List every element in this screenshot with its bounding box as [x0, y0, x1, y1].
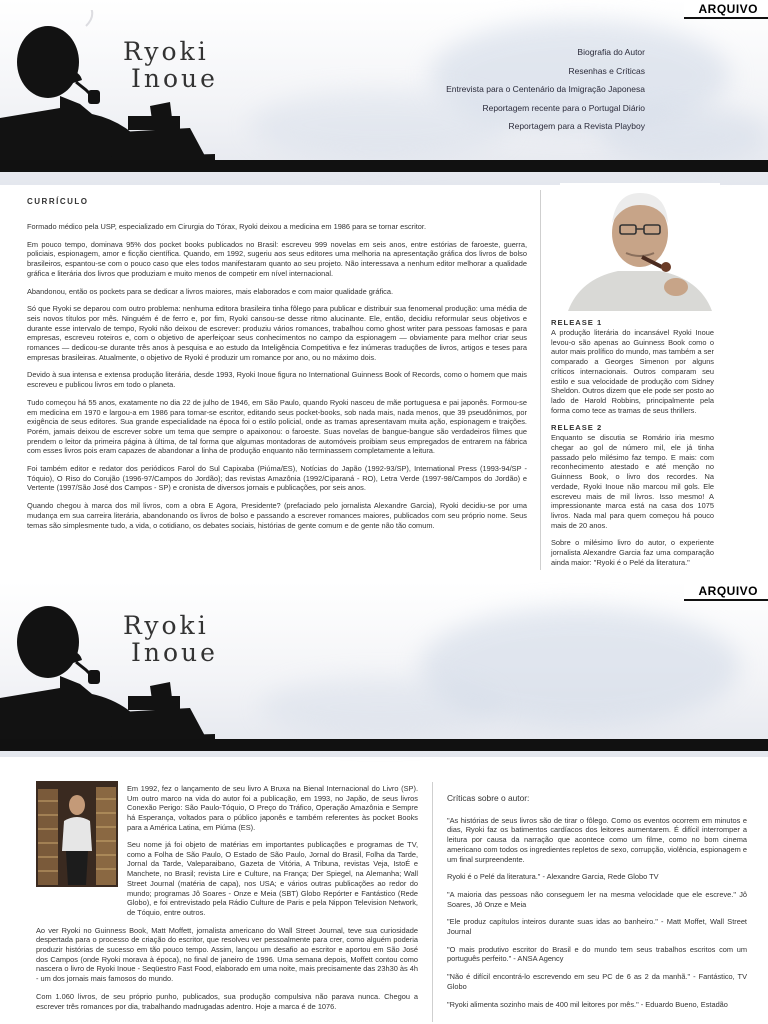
nav-link-biografia[interactable]: Biografia do Autor [577, 47, 645, 57]
release-2-extra-text: Sobre o milésimo livro do autor, o experiente jornalista Alexandre Garcia faz uma comparação ainda maior: "Ryoki é o Pelé da literatura." [551, 538, 714, 567]
brand-name[interactable] [123, 612, 218, 666]
curriculum-paragraph: Foi também editor e redator dos periódicos Farol do Sul Capixaba (Piúma/ES), Notícias do Japão (1992-93/SP), International Press (1993-94/SP - Tóquio), O Riso do Corujão (1996-97/Campos do Jordão); das revistas Amazônia (1992/Ciparaná - RO), Letra Verde (1997-98/Campos do Jordão) e Vertente (1997/São José dos Campos - SP) e cronista de diversos jornais e publicações, por seis anos. [27, 464, 527, 493]
brand-line-1: Ryoki [123, 611, 209, 640]
header-divider-bar [0, 739, 768, 751]
curriculum-paragraph: Formado médico pela USP, especializado em Cirurgia do Tórax, Ryoki deixou a medicina em 1986 para se tornar escritor. [27, 222, 427, 231]
nav-link-entrevista[interactable]: Entrevista para o Centenário da Imigração Japonesa [446, 84, 645, 94]
release-2-text: Enquanto se discutia se Romário iria mesmo chegar ao gol de número mil, ele já tinha passado pelo milésimo faz tempo. E mais: com reconhecimento atestado e até menção no Guinness Book, o livro dos recordes. Na verdade, Ryoki Inoue não marcou mil gols. Ele escreveu mais de mil livros. Isso mesmo! A impressionante marca está na casa dos 1075 livros. Nada mal para quem começou há pouco mais de 20 anos. [551, 433, 714, 530]
curriculum-paragraph: Em pouco tempo, dominava 95% dos pocket books publicados no Brasil: escreveu 999 novelas em seis anos, entre estórias de faroeste, guerra, policiais, espionagem, amor e ficção científica. Quando, em 1992, sugeriu aos seus editores uma melhoria na apresentação gráfica dos livros de bolso brasileiros, espantou-se com o pouco caso que eles todos manifestaram quanto ao seu projeto. Não interessava a nenhum editor melhorar a qualidade gráfica e literária dos livros que produziam e muito menos de competir em nível internacional. [27, 239, 527, 278]
main-navigation [446, 43, 645, 136]
brand-line-2: Inoue [131, 638, 218, 667]
curriculum-paragraph: Tudo começou há 55 anos, exatamente no dia 22 de julho de 1946, em São Paulo, quando Ryoki nasceu de mãe portuguesa e pai japonês. Formou-se em medicina em 1970 e largou-a em 1986 para tornar-se escritor, editando seus pocket-books, sob nada mais, nada menos, que 39 pseudônimos, por exigência de seus editores. Sua grande especialidade na época foi o estilo policial, onde as tramas apresentavam muita ação, espionagem e traições. Porém, jamais deixou de escrever sobre um tema que sempre o apaixonou: o faroeste. Suas novelas de bangue-bangue são verdadeiros filmes que prendem o leitor da primeira página à última, de tal forma que algumas montadoras de automóveis proibiam seus empregados de entrarem na fábrica com esses livros pois eram capazes de abandonar a linha de produção enquanto não terminassem completamente a leitura. [27, 397, 527, 456]
career-paragraph: Ao ver Ryoki no Guinness Book, Matt Moffett, jornalista americano do Wall Street Journal, teve sua curiosidade despertada para o processo de criação do escritor, que resolveu ver pessoalmente para crer, como alguém poderia produzir histórias de sucesso em tão pouco tempo. Assim, lançou um desafio ao escritor e aportou em São José dos Campos (onde Ryoki morava à época), no final de janeiro de 1996. Uma semana depois, Moffett contou como nascera o livro de Ryoki Inoue - Seqüestro Fast Food, elaborado em uma noite, mais precisamente das 23h30 às 4h - um dos jornais mais famosos do mundo. [36, 925, 418, 984]
curriculum-heading: CURRÍCULO [27, 197, 89, 206]
critic-quote: "Ryoki alimenta sozinho mais de 400 mil leitores por mês." - Eduardo Bueno, Estadão [447, 999, 728, 1009]
banner-mist [260, 677, 500, 737]
critic-quote: Ryoki é o Pelé da literatura." - Alexandre Garcia, Rede Globo TV [447, 872, 659, 882]
archive-page-2 [0, 582, 768, 1024]
header-divider-bar [0, 160, 768, 172]
critics-section [447, 794, 747, 1017]
release-1-label: RELEASE 1 [551, 318, 603, 327]
curriculum-section [27, 197, 527, 538]
critic-quote: "Não é difícil encontrá-lo escrevendo em seu PC de 6 as 2 da manhã." - Fantástico, TV Globo [447, 972, 747, 991]
critic-quote: "O mais produtivo escritor do Brasil e do mundo tem seus trabalhos escritos com um português perfeito." - ANSA Agency [447, 944, 747, 964]
nav-link-resenhas[interactable]: Resenhas e Críticas [568, 65, 645, 76]
career-section [127, 784, 418, 841]
critic-quote: "Ele produz capítulos inteiros durante suas idas ao banheiro." - Matt Moffet, Wall Street Journal [447, 917, 747, 937]
critic-quote: "As histórias de seus livros são de tirar o fôlego. Como os eventos ocorrem em minutos e dias, Ryoki faz os batimentos cardíacos dos leitores aumentarem. É difícil interromper a leitura por causa da narração que acontece como um filme, como no bom cinema americano com todos os ingredientes repletos de sexo, corrupção, violência, espionagem e um final surpreendente. [447, 815, 747, 864]
career-paragraph: Seu nome já foi objeto de matérias em importantes publicações e programas de TV, como a Folha de São Paulo, O Estado de São Paulo, Jornal do Brasil, Folha da Tarde, Jornal da Tarde, Valeparaibano, Gazeta de Vitória, A Tribuna, revistas Veja, IstoÉ e Manchete, no Brasil; revista Lire e Culture, na França; Der Spiegel, na Alemanha; Wall Street Journal (matéria de capa), nos USA; e vários outras publicações ao redor do mundo; programas Jô Soares - Onze e Meia (SBT) Globo Repórter e Fantástico (Rede Globo), e foi entrevistado pela Rádio Culture de Paris e pela Nippon Television Network, de Tóquio, entre outros. [127, 840, 418, 917]
brand-line-2: Inoue [131, 64, 218, 93]
archive-tab[interactable]: ARQUIVO [684, 582, 768, 601]
column-divider [540, 190, 541, 570]
critics-heading: Críticas sobre o autor: [447, 793, 530, 803]
brand-line-1: Ryoki [123, 37, 209, 66]
nav-link-reportagem-portugal[interactable]: Reportagem recente para o Portugal Diário [482, 102, 645, 113]
release-2-label: RELEASE 2 [551, 423, 603, 433]
column-divider [432, 782, 433, 1022]
release-1-text: A produção literária do incansável Ryoki Inoue levou-o são apenas ao Guinness Book como o autor mais prolífico do mundo, mas também a ser comparado a Georges Simenon por alguns críticos internacionais. Outros comparam seu estilo e sua velocidade de produção com Sidney Sheldon. Outros dizem que ele pode ser posto ao lado de Harold Robbins, principalmente pela forma como tece as tramas de seus thrillers. [551, 328, 714, 415]
brand-name[interactable] [123, 38, 218, 92]
curriculum-paragraph: Abandonou, então os pockets para se dedicar a livros maiores, mais elaborados e com maior qualidade gráfica. [27, 286, 394, 296]
career-paragraph: Com 1.060 livros, de seu próprio punho, publicados, sua produção compulsiva não parava nunca. Chegou a escrever três romances por dia, trabalhando madrugadas adentro. Hoje a marca é de 1076. [36, 991, 418, 1011]
archive-tab[interactable]: ARQUIVO [684, 0, 768, 19]
curriculum-paragraph: Só que Ryoki se deparou com outro problema: nenhuma editora brasileira tinha fôlego para publicar e distribuir sua fenomenal produção: uma média de seis novos títulos por mês. Ninguém é de ferro e, por fim, Ryoki cansou-se desse ritmo alucinante. Ele, então, decidiu reformular seus objetivos e durante esse intervalo de tempo, Ryoki não deixou de escrever: produziu vários romances, trabalhou como ghost writer para pessoas famosas e para empresas, escreveu roteiros e, com o objetivo de aperfeiçoar seus conhecimentos no campo da espionagem — obviamente para melhor criar seus romances — dedicou-se durante três anos à pesquisa e ao estudo da Inteligência Competitiva e fez inúmeras traduções de livros, artigos e teses para empresas brasileiras. Atualmente, o objetivo de Ryoki é produzir um romance por ano, ou no máximo dois. [27, 304, 527, 362]
career-section-continued [36, 840, 418, 1019]
nav-link-reportagem-playboy[interactable]: Reportagem para a Revista Playboy [508, 121, 645, 131]
curriculum-paragraph: Devido à sua intensa e extensa produção literária, desde 1993, Ryoki Inoue figura no International Guinness Book of Records, como o homem que mais escreveu e publicou livros em todo o planeta. [27, 370, 527, 390]
author-portrait-photo [560, 183, 720, 311]
critic-quote: "A maioria das pessoas não conseguem ler na mesma velocidade que ele escreve." Jô Soares, Jô Onze e Meia [447, 889, 747, 909]
career-paragraph: Em 1992, fez o lançamento de seu livro A Bruxa na Bienal Internacional do Livro (SP). Um outro marco na vida do autor foi a publicação, em 1993, no Japão, de seus livros Conexão Perigo: São Paulo-Tóquio, O Preço do Tráfico, Operação Amazônia e Sempre há Esperança, voltados para o público japonês e também referentes às pocket Books para a América Latina, em Piúma (ES). [127, 784, 418, 832]
releases-section [551, 318, 714, 575]
curriculum-paragraph: Quando chegou à marca dos mil livros, com a obra E Agora, Presidente? (prefaciado pelo jornalista Alexandre Garcia), Ryoki decidiu-se por uma mudança em sua carreira literária, abandonando os livros de bolso e passando a escrever romances maiores, publicados com seu próprio nome. Seus temas são simplesmente tudo, a vida, o cotidiano, os debates sociais, histórias de gente comum e de gente não tão comum. [27, 501, 527, 530]
